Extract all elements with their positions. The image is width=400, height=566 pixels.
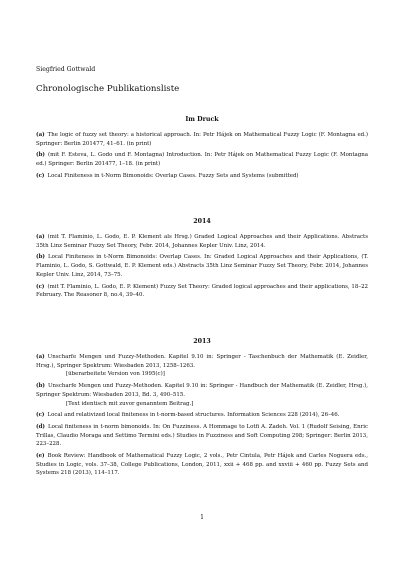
section-2014 bbox=[36, 218, 368, 303]
entry-text: Unscharfe Mengen und Fuzzy-Methoden. Kapitel 9.10 in: Springer - Handbuch der Mathematik (E. Zeidler, Hrsg.), Springer Spektrum: Wiesbaden 2013, Bd. 3, 490–515. bbox=[36, 383, 368, 398]
entry-label: (b) bbox=[36, 254, 45, 261]
list-item bbox=[36, 452, 368, 478]
list-item bbox=[36, 233, 368, 250]
entry-label: (a) bbox=[36, 234, 45, 240]
author-name: Siegfried Gottwald bbox=[36, 66, 96, 73]
entry-text: (mit F. Esteva, L. Godo und F. Montagna) Introduction. In: Petr Hájek on Mathematical Fuzzy Logic (F. Montagna ed.) Springer: Berlin 201477, 1–18. (in print) bbox=[36, 152, 368, 168]
entry-note: [überarbeitete Version von 1995(c)] bbox=[66, 371, 165, 378]
entry-text: (mit T. Flaminio, L. Godo, E. P. Klement) Fuzzy Set Theory: Graded logical approaches and their applications, 18–22 February. The Reasoner 8, no.4, 39–40. bbox=[36, 283, 368, 299]
entry-text: Local and relativized local finiteness in t-norm-based structures. Information Sciences 228 (2014), 26–46. bbox=[47, 412, 340, 419]
entry-text: Local Finiteness in t-Norm Bimonoids: Overlap Cases. Fuzzy Sets and Systems (submitted) bbox=[47, 172, 299, 179]
entry-text: Unscharfe Mengen und Fuzzy-Methoden. Kapitel 9.10 in: Springer - Taschenbuch der Mathematik (E. Zeidler, Hrsg.), Springer Spektrum: Wiesbaden 2013, 1258–1263. bbox=[36, 354, 368, 369]
section-im-druck bbox=[36, 116, 368, 184]
page-number: 1 bbox=[200, 514, 204, 521]
document-title: Chronologische Publikationsliste bbox=[36, 84, 180, 94]
list-item bbox=[36, 253, 368, 279]
entry-text: Local finiteness in t-norm bimonoids. In: On Fuzziness. A Hommage to Lotfi A. Zadeh. Vol. 1 (Rudolf Seising, Enric Trillas, Claudio Moraga and Settimo Termini eds.) Studies in Fuzziness and Soft Computing 298; Springer: Berlin 2013, 223–228. bbox=[36, 423, 368, 448]
list-item bbox=[36, 423, 368, 449]
section-heading: 2014 bbox=[193, 218, 211, 225]
entry-label: (c) bbox=[36, 172, 45, 179]
entry-label: (b) bbox=[36, 383, 45, 390]
section-2013 bbox=[36, 338, 368, 481]
list-item bbox=[36, 283, 368, 300]
entry-label: (c) bbox=[36, 412, 45, 419]
entry-text: (mit T. Flaminio, L. Godo, E. P. Klement als Hrsg.) Graded Logical Approaches and their Applications. Abstracts 35th Linz Seminar Fuzzy Set Theory, Febr. 2014, Johannes Kepler Univ. Linz, 2014. bbox=[36, 234, 368, 249]
entry-text: Book Review: Handbook of Mathematical Fuzzy Logic, 2 vols., Petr Cintula, Petr Hájek and Carles Noguera eds., Studies in Logic, vols. 37–38, College Publications, London, 2011, xxii + 468 pp. and xxviii + 460 pp. Fuzzy Sets and Systems 218 (2013), 114–117. bbox=[36, 453, 368, 477]
section-heading: Im Druck bbox=[185, 116, 219, 123]
entry-label: (b) bbox=[36, 152, 45, 159]
entry-note: [Text identisch mit zuvor genanntem Beitrag.] bbox=[66, 400, 194, 407]
entry-label: (d) bbox=[36, 423, 45, 430]
list-item bbox=[36, 382, 368, 408]
entry-label: (e) bbox=[36, 453, 45, 460]
list-item bbox=[36, 172, 368, 181]
entry-label: (a) bbox=[36, 132, 45, 138]
list-item bbox=[36, 151, 368, 168]
entry-text: The logic of fuzzy set theory: a historical approach. In: Petr Hájek on Mathematical Fuzzy Logic (F. Montagna ed.) Springer: Berlin 201477, 41–61. (in print) bbox=[36, 132, 368, 147]
list-item bbox=[36, 131, 368, 148]
entry-text: Local Finiteness in t-Norm Bimonoids: Overlap Cases. In: Graded Logical Approaches and their Applications, (T. Flaminio, L. Godo, S. Gottwald, E. P. Klement eds.) Abstracts 35th Linz Seminar Fuzzy Set Theory, Febr. 2014, Johannes Kepler Univ. Linz, 2014, 73–75. bbox=[36, 254, 368, 278]
section-heading: 2013 bbox=[193, 338, 211, 345]
list-item bbox=[36, 353, 368, 379]
list-item bbox=[36, 411, 368, 420]
entry-label: (a) bbox=[36, 354, 45, 360]
entry-label: (c) bbox=[36, 283, 45, 290]
